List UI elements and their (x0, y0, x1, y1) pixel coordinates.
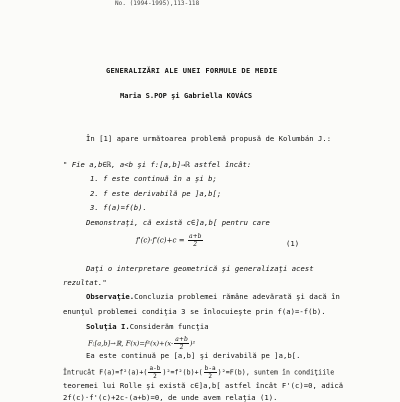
since-num-1: a-b (149, 365, 161, 372)
problem-interpret-end: rezultat." (63, 278, 107, 287)
page-header: No. (1994-1995),113-118 (115, 0, 200, 7)
since-a: Întrucât F(a)=f²(a)+ (63, 368, 144, 377)
observation-label: Observaţie. (86, 292, 135, 301)
continuity-line: Ea este continuă pe [a,b] şi derivabilă pe ]a,b[. (86, 351, 301, 360)
since-num-2: b-a (204, 365, 216, 372)
function-frac-num: a+b (175, 336, 188, 343)
equation-number: (1) (286, 239, 300, 248)
since-fraction-2 (204, 365, 217, 380)
since-den-2: 2 (208, 373, 212, 380)
formula-1 (136, 233, 204, 248)
problem-item-3: 3. f(a)=f(b). (90, 203, 147, 212)
formula-1-denominator: 2 (193, 241, 198, 248)
function-frac-den: 2 (179, 344, 184, 351)
final-line: 2f(c)·f'(c)+2c-(a+b)=0, de unde avem relaţia (1). (63, 393, 278, 402)
observation-line (86, 292, 340, 301)
function-def-c: ² (192, 339, 196, 348)
intro-line: În [1] apare următoarea problemă propusă de Kolumbán J.: (86, 134, 332, 143)
since-fraction-1 (148, 365, 161, 380)
problem-item-2: 2. f este derivabilă pe ]a,b[; (90, 189, 222, 198)
function-fraction (174, 336, 189, 351)
function-definition: F:[a,b]→ℝ, F(x)=f²(x)+(x- $\frac{a+b}{2}$ )² (88, 336, 196, 351)
solution-text: Considerăm funcţia (129, 322, 209, 331)
problem-demonstrate: Demonstraţi, că există c∈]a,b[ pentru care (86, 218, 270, 227)
problem-item-1: 1. f este continuă în a şi b; (90, 174, 217, 183)
formula-1-lhs: f'(c)·f'(c)+c = (136, 236, 185, 245)
formula-1-numerator: a+b (188, 233, 202, 240)
formula-1-fraction (188, 233, 203, 248)
function-def-a: F:[a,b]→ℝ, F(x)=f²(x)+ (88, 339, 165, 348)
function-def-b: x- (167, 339, 174, 348)
paper-authors: Maria S.POP şi Gabriella KOVÁCS (120, 92, 253, 100)
paper-title: GENERALIZĂRI ALE UNEI FORMULE DE MEDIE (106, 67, 278, 75)
since-b: ²=f²(b)+ (166, 368, 199, 377)
problem-interpret: Daţi o interpretare geometrică şi generalizaţi acest (86, 264, 314, 273)
rolle-line: teoremei lui Rolle şi există c∈]a,b[ astfel încât F'(c)=0, adică (63, 381, 344, 390)
since-den-1: 2 (153, 373, 157, 380)
observation-text-2: enunţul problemei condiţia 3 se înlocuieşte prin f(a)=-f(b). (63, 307, 326, 316)
problem-statement: " Fie a,b∈ℝ, a<b şi f:[a,b]→ℝ astfel încât: (63, 160, 252, 169)
solution-label: Soluţia I. (86, 322, 130, 331)
since-line: Întrucât F(a)=f²(a)+( $\frac{a-b}{2}$ )²=f²(b)+( $\frac{b-a}{2}$ )²=F(b), suntem în condiţiile (63, 365, 335, 380)
since-c: ²=F(b), suntem în condiţiile (221, 368, 335, 377)
solution-line (86, 322, 209, 331)
observation-text: Concluzia problemei rămâne adevărată şi dacă în (134, 292, 340, 301)
